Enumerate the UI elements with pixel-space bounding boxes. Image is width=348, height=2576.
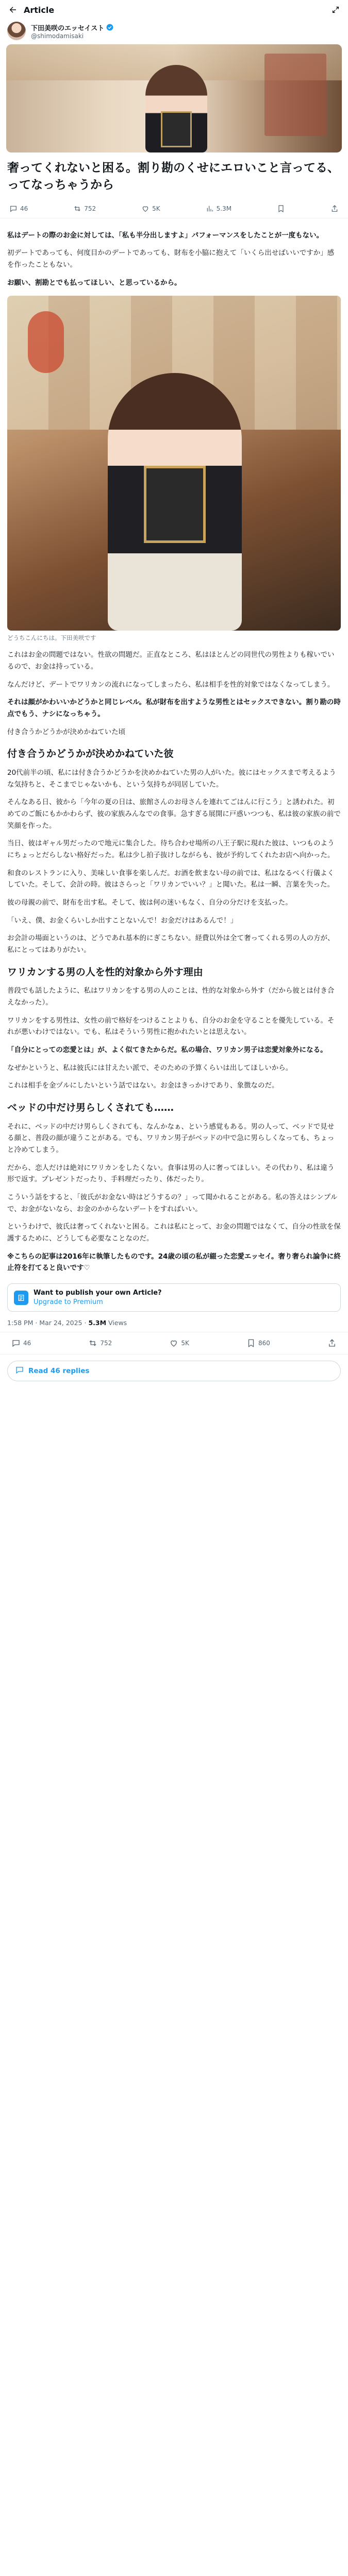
- article-body: [0, 218, 348, 1274]
- reply-button[interactable]: 46: [11, 1338, 31, 1348]
- bookmark-icon: [277, 205, 285, 213]
- article-photo: [7, 296, 341, 631]
- repost-button[interactable]: 752: [88, 1338, 112, 1348]
- paragraph: それに、ベッドの中だけ男らしくされても、なんかなぁ、という感覚もある。男の人って、ベッドで見せる顔と、普段の顔が違うことがある。でも、ワリカン男子がベッドの中で急に男らしくなっても、ちょっと冷めてしまう。: [7, 1122, 335, 1154]
- read-replies-button[interactable]: [7, 1361, 341, 1381]
- paragraph: それは顔がかわいいかどうかと同じレベル。私が財布を出すような男性とはセックスできない。割り勘の時点でもう、ナシになっちゃう。: [7, 698, 341, 719]
- author-row[interactable]: [0, 20, 348, 44]
- paragraph: 私はデートの際のお金に対しては、「私も半分出しますよ」パフォーマンスをしたことが一度もない。: [7, 231, 324, 240]
- repost-icon: [88, 1338, 97, 1348]
- heart-icon: [141, 205, 150, 213]
- paragraph: 「自分にとっての恋愛とは」が、よく似てきたからだ。私の場合、ワリカン男子は恋愛対象外になる。: [7, 1046, 327, 1055]
- section-heading: 付き合うかどうかが決めかねていた彼: [7, 748, 174, 760]
- paragraph: 「いえ、僕、お金くらいしか出すことないんで！お金だけはあるんで！」: [7, 916, 238, 925]
- premium-promo[interactable]: [7, 1283, 341, 1312]
- premium-icon: [14, 1291, 28, 1305]
- repost-icon: [73, 205, 81, 213]
- article-headline: 奢ってくれないと困る。割り勘のくせにエロいこと言ってる、ってなっちゃうから: [7, 161, 339, 192]
- paragraph: 和食のレストランに入り、美味しい食事を楽しんだ。お酒を飲まない母の前では、私はなるべく行儀よくしていた。そして、会計の時。彼はさらっと「ワリカンでいい？」と聞いた。私は一瞬、言葉を失った。: [7, 869, 335, 889]
- views-icon: [206, 205, 214, 213]
- action-bar: [0, 1332, 348, 1354]
- bookmark-button[interactable]: 860: [246, 1338, 270, 1348]
- paragraph: だから、恋人だけは絶対にワリカンをしたくない。食事は男の人に奢ってほしい。その代わり、私は違う形で返す。プレゼントだったり、手料理だったり、体だったり。: [7, 1163, 335, 1184]
- paragraph: 付き合うかどうかが決めかねていた頃: [7, 727, 126, 736]
- like-button[interactable]: 5K: [169, 1338, 189, 1348]
- paragraph: お会計の場面というのは、どうであれ基本的にぎこちない。経費以外は全て奢ってくれる男の人の方が、私にとってはありがたい。: [7, 934, 335, 955]
- paragraph: 初デートであっても、何度目かのデートであっても、財布を小脇に抱えて「いくら出せばいいですか」感を作ったこともない。: [7, 249, 335, 269]
- top-bar: [0, 0, 348, 20]
- section-heading: ベッドの中だけ男らしくされても……: [7, 1102, 174, 1114]
- reply-bubble-icon: [15, 1365, 24, 1377]
- views-label: Views: [108, 1319, 127, 1327]
- page-title: Article: [24, 5, 55, 15]
- paragraph: というわけで、彼氏は奢ってくれないと困る。これは私にとって、お金の問題ではなくて、自分の性欲を保護するために、どうしても必要なことなのだ。: [7, 1223, 341, 1243]
- post-time: 1:58 PM · Mar 24, 2025: [7, 1319, 82, 1327]
- article-stats: [0, 199, 348, 218]
- hero-image: [6, 44, 342, 152]
- back-arrow-icon[interactable]: [7, 4, 19, 15]
- bookmark-button[interactable]: [277, 205, 285, 213]
- paragraph: お願い、割勘とでも払ってほしい、と思っているから。: [7, 278, 181, 287]
- bookmark-icon: [246, 1338, 256, 1348]
- premium-title: Want to publish your own Article?: [34, 1289, 162, 1297]
- share-icon: [330, 205, 339, 213]
- stat-reposts[interactable]: 752: [73, 205, 96, 213]
- paragraph: ワリカンをする男性は、女性の前で格好をつけることよりも、自分のお金を守ることを優先している。それが悪いわけではない。でも、私はそういう男性に抱かれたいとは思えない。: [7, 1016, 335, 1037]
- paragraph: これは相手を金ヅルにしたいという話ではない。お金はきっかけであり、象徴なのだ。: [7, 1081, 279, 1090]
- photo-caption: どうちこんにちは。下田美咲です: [7, 634, 96, 642]
- share-button[interactable]: [330, 205, 339, 213]
- verified-badge-icon: [106, 24, 113, 31]
- paragraph: 彼の母親の前で、財布を出す私。そして、彼は何の迷いもなく、自分の分だけを支払った。: [7, 899, 292, 907]
- share-button[interactable]: [327, 1338, 337, 1348]
- paragraph: 普段でも話したように、私はワリカンをする男の人のことは、性的な対象から外す（だから彼とは付き合えなかった）。: [7, 987, 335, 1007]
- paragraph: 20代前半の頃、私には付き合うかどうかを決めかねていた男の人がいた。彼にはセックスまで考えるような気持ちと、そこまでじゃないかも、という気持ちが同居していた。: [7, 769, 336, 789]
- expand-icon[interactable]: [330, 5, 341, 15]
- upgrade-premium-link[interactable]: Upgrade to Premium: [34, 1298, 103, 1307]
- reply-icon: [11, 1338, 21, 1348]
- paragraph: そんなある日、彼から「今年の夏の日は、旅館さんのお母さんを連れてごはんに行こう」と誘われた。初めてのご飯にもかかわらず、彼の家族みんなでの食事。急すぎる展開に戸惑いつつも、私は彼の家族の前で笑顔を作った。: [7, 798, 341, 830]
- post-views: 5.3M: [88, 1319, 107, 1327]
- paragraph: これはお金の問題ではない。性欲の問題だ。正直なところ、私はほとんどの同世代の男性よりも稼いでいるので、お金は持っている。: [7, 651, 335, 671]
- paragraph: なんだけど、デートでワリカンの流れになってしまったら、私は相手を性的対象ではなくなってしまう。: [7, 680, 335, 689]
- footnote: ※こちらの記事は2016年に執筆したものです。24歳の頃の私が綴った恋愛エッセイ。奢り奢られ論争に終止符を打てると良いです♡: [7, 1252, 341, 1273]
- read-replies-label: Read 46 replies: [28, 1367, 90, 1376]
- avatar[interactable]: [7, 22, 26, 40]
- stat-views[interactable]: 5.3M: [206, 205, 231, 213]
- heart-icon: [169, 1338, 178, 1348]
- section-heading: ワリカンする男の人を性的対象から外す理由: [7, 966, 203, 978]
- author-name: 下田美咲のエッセイスト: [31, 24, 105, 32]
- paragraph: こういう話をすると、「彼氏がお金ない時はどうするの？」って聞かれることがある。私の答えはシンプルで、お金がないなら、お金のかからないデートをすればいい。: [7, 1193, 338, 1213]
- paragraph: 当日、彼はギャル男だったので地元に集合した。待ち合わせ場所の八王子駅に現れた彼は、いつものようにちょっとだらしない格好だった。私は少し拍子抜けしながらも、彼が予約してくれたお店へ向かった。: [7, 839, 335, 860]
- stat-likes[interactable]: 5K: [141, 205, 160, 213]
- share-icon: [327, 1338, 337, 1348]
- reply-icon: [9, 205, 18, 213]
- post-meta: 1:58 PM · Mar 24, 2025 · 5.3M Views: [0, 1312, 348, 1332]
- author-handle: @shimodamisaki: [31, 32, 84, 40]
- paragraph: なぜかというと、私は彼氏には甘えたい派で、そのための予算くらいは出してほしいから。: [7, 1063, 293, 1072]
- stat-replies[interactable]: 46: [9, 205, 28, 213]
